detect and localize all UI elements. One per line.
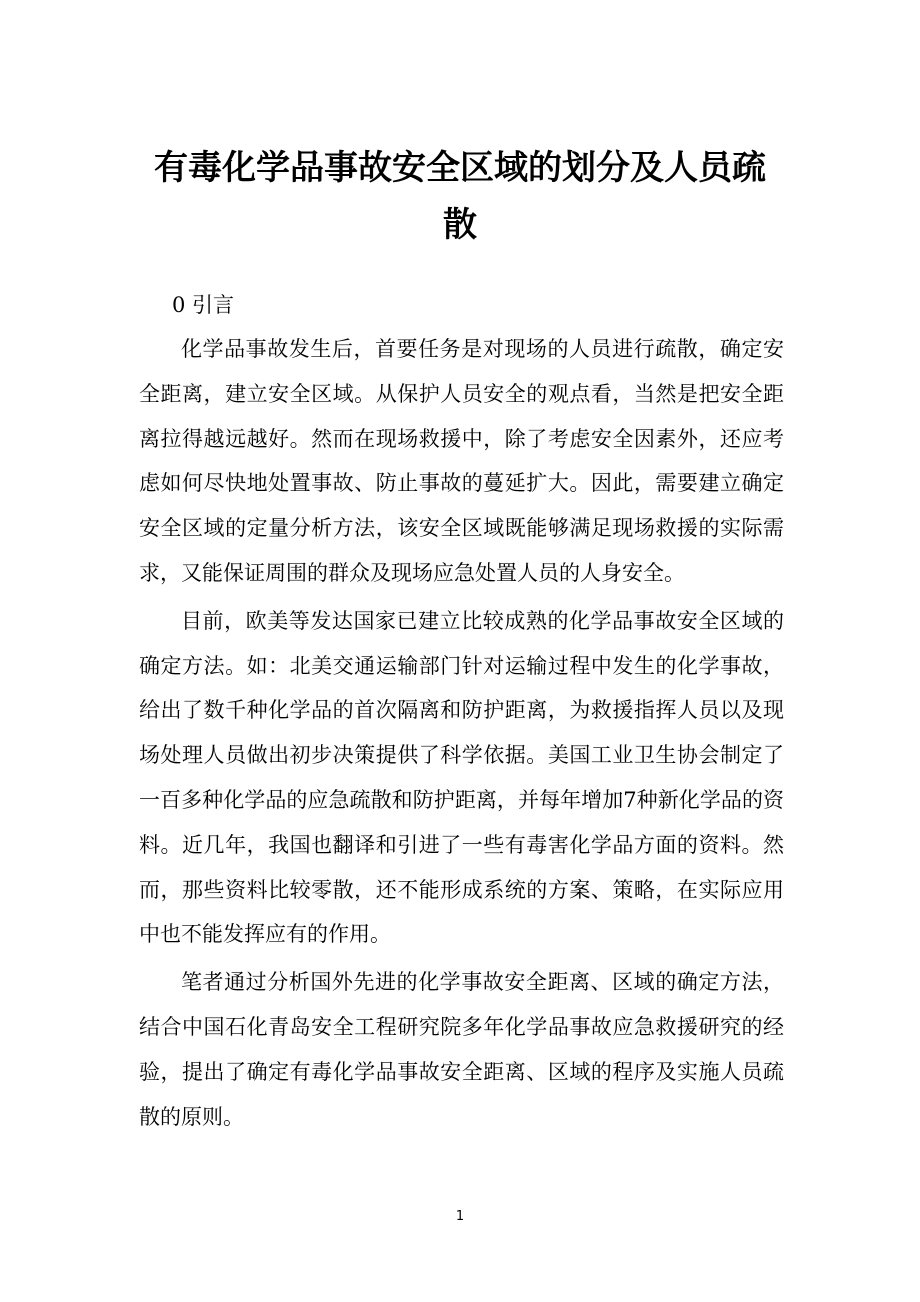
document-title: 有毒化学品事故安全区域的划分及人员疏散 xyxy=(154,148,766,245)
section-heading: 0 引言 xyxy=(172,293,235,317)
page-number: 1 xyxy=(455,1209,465,1224)
paragraph: 目前，欧美等发达国家已建立比较成熟的化学品事故安全区域的确定方法。如：北美交通运输部门针对运输过程中发生的化学事故，给出了数千种化学品的首次隔离和防护距离，为救援指挥人员以及现场处理人员做出初步决策提供了科学依据。美国工业卫生协会制定了一百多种化学品的应急疏散和防护距离，并每年增加7种新化学品的资料。近几年，我国也翻译和引进了一些有毒害化学品方面的资料。然而，那些资料比较零散，还不能形成系统的方案、策略，在实际应用中也不能发挥应有的作用。 xyxy=(139,608,784,947)
paragraph: 化学品事故发生后，首要任务是对现场的人员进行疏散，确定安全距离，建立安全区域。从保护人员安全的观点看，当然是把安全距离拉得越远越好。然而在现场救援中，除了考虑安全因素外，还应考虑如何尽快地处置事故、防止事故的蔓延扩大。因此，需要建立确定安全区域的定量分析方法，该安全区域既能够满足现场救援的实际需求，又能保证周围的群众及现场应急处置人员的人身安全。 xyxy=(139,337,784,585)
document-body xyxy=(139,283,784,1141)
paragraph: 笔者通过分析国外先进的化学事故安全距离、区域的确定方法，结合中国石化青岛安全工程研究院多年化学品事故应急救援研究的经验，提出了确定有毒化学品事故安全距离、区域的程序及实施人员疏散的原则。 xyxy=(139,970,784,1129)
